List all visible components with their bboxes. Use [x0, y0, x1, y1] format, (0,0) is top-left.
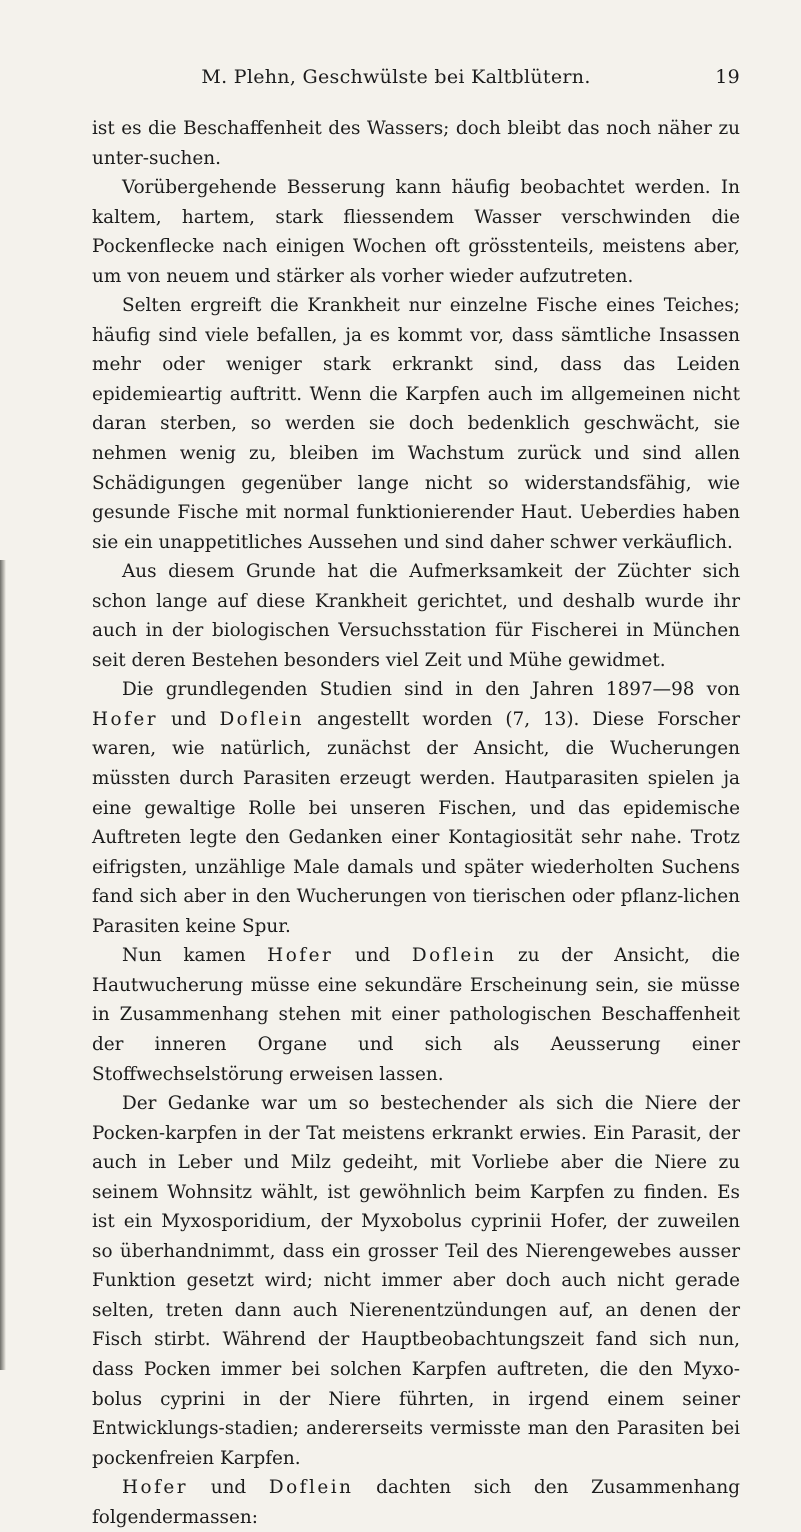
- paragraph: [92, 173, 740, 291]
- author-name: Hofer: [267, 945, 334, 967]
- paragraph: [92, 114, 740, 173]
- author-name: Doflein: [411, 945, 497, 967]
- author-name: Hofer: [92, 708, 159, 730]
- paragraph: [92, 1089, 740, 1473]
- text-run: ist es die Beschaffenheit des Wassers; doch bleibt das noch näher zu unter-suchen.: [92, 118, 740, 169]
- text-run: angestellt worden (7, 13). Diese Forscher waren, wie natürlich, zunächst der Ansicht, die Wucherungen müssten durch Parasiten erzeugt werden. Hautparasiten spielen ja eine gewaltige Rolle bei unseren Fischen, und das epidemische Auftreten legte den Gedanken einer Kontagiosität sehr nahe. Trotz eifrigsten, unzählige Male damals und später wiederholten Suchens fand sich aber in den Wucherungen von tierischen oder pflanz-lichen Parasiten keine Spur.: [92, 708, 740, 937]
- text-run: Die grundlegenden Studien sind in den Jahren 1897—98 von: [122, 679, 740, 701]
- page-number: 19: [715, 66, 740, 88]
- text-run: Aus diesem Grunde hat die Aufmerksamkeit der Züchter sich schon lange auf diese Krankheit gerichtet, und deshalb wurde ihr auch in der biologischen Versuchsstation für Fischerei in München seit deren Bestehen besonders viel Zeit und Mühe gewidmet.: [92, 561, 740, 671]
- author-name: Doflein: [219, 708, 305, 730]
- paragraph: [92, 291, 740, 557]
- text-run: und: [188, 1477, 269, 1499]
- text-run: Der Gedanke war um so bestechender als sich die Niere der Pocken-karpfen in der Tat meistens erkrankt erwies. Ein Parasit, der auch in Leber und Milz gedeiht, mit Vorliebe aber die Niere zu seinem Wohnsitz wählt, ist gewöhnlich beim Karpfen zu finden. Es ist ein Myxosporidium, der Myxobolus cyprinii Hofer, der zuweilen so überhandnimmt, dass ein grosser Teil des Nierengewebes ausser Funktion gesetzt wird; nicht immer aber doch auch nicht gerade selten, treten dann auch Nierenentzündungen auf, an denen der Fisch stirbt. Während der Hauptbeobachtungszeit fand sich nun, dass Pocken immer bei solchen Karpfen auftreten, die den Myxo-bolus cyprini in der Niere führten, in irgend einem seiner Entwicklungs-stadien; andererseits vermisste man den Parasiten bei pockenfreien Karpfen.: [92, 1093, 740, 1469]
- text-run: Vorübergehende Besserung kann häufig beobachtet werden. In kaltem, hartem, stark fliessendem Wasser verschwinden die Pockenflecke nach einigen Wochen oft grösstenteils, meistens aber, um von neuem und stärker als vorher wieder aufzutreten.: [92, 177, 740, 287]
- text-run: zu der Ansicht, die Hautwucherung müsse eine sekundäre Erscheinung sein, sie müsse in Zusammenhang stehen mit einer pathologischen Beschaffenheit der inneren Organe und sich als Aeusserung einer Stoffwechselstörung erweisen lassen.: [92, 945, 741, 1085]
- text-run: Nun kamen: [122, 945, 268, 967]
- text-run: Selten ergreift die Krankheit nur einzelne Fische eines Teiches; häufig sind viele befallen, ja es kommt vor, dass sämtliche Insassen mehr oder weniger stark erkrankt sind, dass das Leiden epidemieartig auftritt. Wenn die Karpfen auch im allgemeinen nicht daran sterben, so werden sie doch bedenklich geschwächt, sie nehmen wenig zu, bleiben im Wachstum zurück und sind allen Schädigungen gegenüber lange nicht so widerstandsfähig, wie gesunde Fische mit normal funktionierender Haut. Ueberdies haben sie ein unappetitliches Aussehen und sind daher schwer verkäuflich.: [92, 295, 740, 553]
- running-header: [92, 66, 740, 96]
- author-name: Hofer: [122, 1477, 189, 1499]
- paragraph: [92, 675, 740, 941]
- paragraph: [92, 557, 740, 675]
- body-text: [92, 114, 740, 1532]
- running-title: M. Plehn, Geschwülste bei Kaltblütern.: [201, 66, 591, 88]
- text-run: und: [158, 708, 220, 730]
- text-run: dachten sich den Zusammenhang folgendermassen:: [92, 1477, 741, 1528]
- text-run: und: [333, 945, 412, 967]
- paragraph: [92, 1473, 740, 1532]
- author-name: Doflein: [268, 1477, 354, 1499]
- scan-page-edge: [0, 560, 6, 1370]
- paragraph: [92, 941, 740, 1089]
